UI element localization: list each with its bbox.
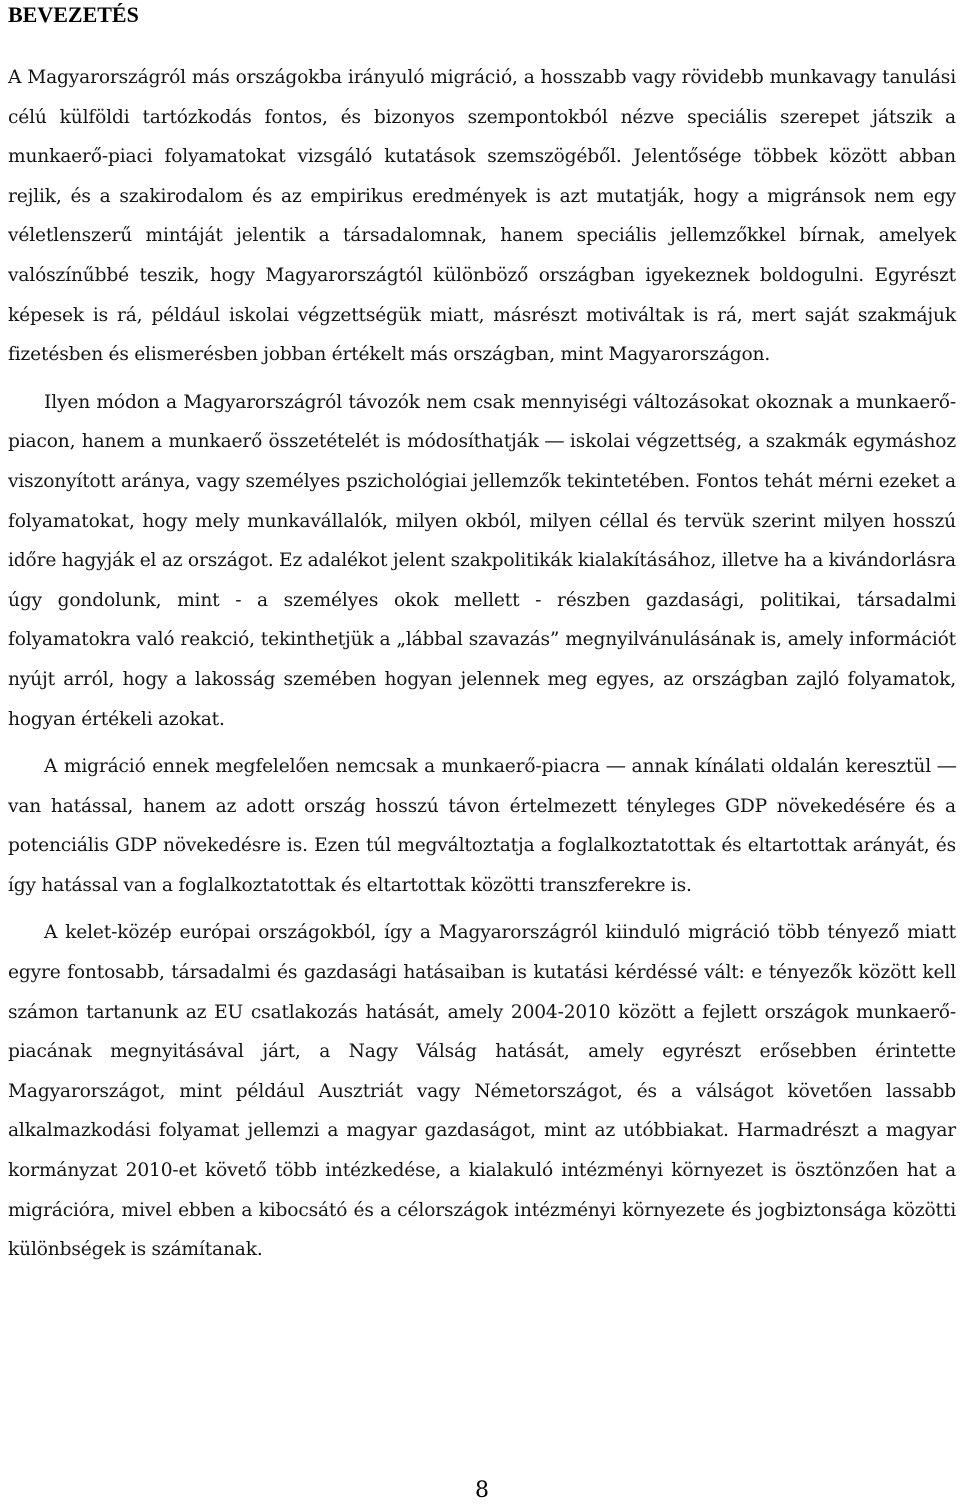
section-heading: BEVEZETÉS — [8, 2, 139, 27]
paragraph-2: Ilyen módon a Magyarországról távozók nem csak mennyiségi változásokat okoznak a munkaerő-piacon, hanem a munkaerő összetételét is módosíthatják ― iskolai végzettség, a szakmák egymáshoz viszonyított aránya, vagy személyes pszichológiai jellemzők tekintetében. Fontos tehát mérni ezeket a folyamatokat, hogy mely munkavállalók, milyen okból, milyen céllal és tervük szerint milyen hosszú időre hagyják el az országot. Ez adalékot jelent szakpolitikák kialakításához, illetve ha a kivándorlásra úgy gondolunk, mint - a személyes okok mellett - részben gazdasági, politikai, társadalmi folyamatokra való reakció, tekinthetjük a „lábbal szavazás” megnyilvánulásának is, amely információt nyújt arról, hogy a lakosság szemében hogyan jelennek meg egyes, az országban zajló folyamatok, hogyan értékeli azokat. — [8, 391, 956, 730]
document-page — [8, 0, 956, 1501]
page-number: 8 — [475, 1478, 489, 1503]
paragraph-1: A Magyarországról más országokba irányuló migráció, a hosszabb vagy rövidebb munkavagy tanulási célú külföldi tartózkodás fontos, és bizonyos szempontokból nézve speciális szerepet játszik a munkaerő-piaci folyamatokat vizsgáló kutatások szemszögéből. Jelentősége többek között abban rejlik, és a szakirodalom és az empirikus eredmények is azt mutatják, hogy a migránsok nem egy véletlenszerű mintáját jelentik a társadalomnak, hanem speciális jellemzőkkel bírnak, amelyek valószínűbbé teszik, hogy Magyarországtól különböző országban igyekeznek boldogulni. Egyrészt képesek is rá, például iskolai végzettségük miatt, másrészt motiváltak is rá, mert saját szakmájuk fizetésben és elismerésben jobban értékelt más országban, mint Magyarországon. — [8, 67, 956, 366]
paragraph-4: A kelet-közép európai országokból, így a Magyarországról kiinduló migráció több tényező miatt egyre fontosabb, társadalmi és gazdasági hatásaiban is kutatási kérdéssé vált: e tényezők között kell számon tartanunk az EU csatlakozás hatását, amely 2004-2010 között a fejlett országok munkaerő-piacának megnyitásával járt, a Nagy Válság hatását, amely egyrészt erősebben érintette Magyarországot, mint például Ausztriát vagy Németországot, és a válságot követően lassabb alkalmazkodási folyamat jellemzi a magyar gazdaságot, mint az utóbbiakat. Harmadrészt a magyar kormányzat 2010-et követő több intézkedése, a kialakuló intézményi környezet is ösztönzően hat a migrációra, mivel ebben a kibocsátó és a célországok intézményi környezete és jogbiztonsága közötti különbségek is számítanak. — [8, 922, 956, 1261]
body-text — [8, 58, 956, 1278]
paragraph-3: A migráció ennek megfelelően nemcsak a munkaerő-piacra ― annak kínálati oldalán keresztül ― van hatással, hanem az adott ország hosszú távon értelmezett tényleges GDP növekedésére és a potenciális GDP növekedésre is. Ezen túl megváltoztatja a foglalkoztatottak és eltartottak arányát, és így hatással van a foglalkoztatottak és eltartottak közötti transzferekre is. — [8, 756, 956, 896]
